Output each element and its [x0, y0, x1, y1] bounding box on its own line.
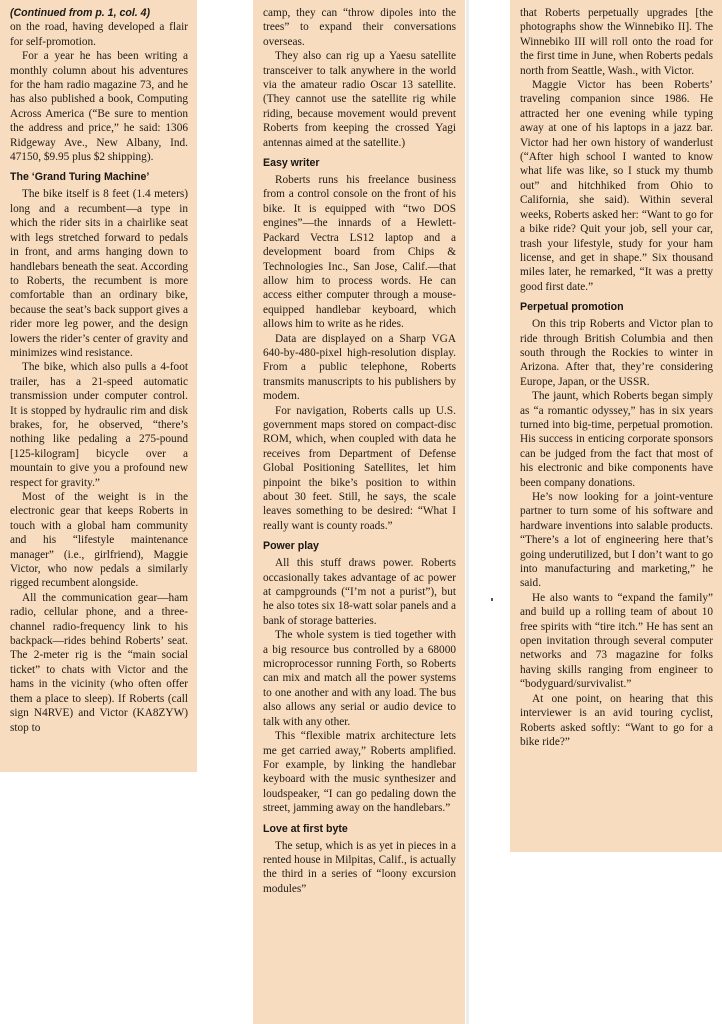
column-3 [510, 0, 722, 852]
paragraph: All this stuff draws power. Roberts occasionally takes advantage of ac power at campgrounds (“I’m not a purist”), but he also totes six 18-watt solar panels and a bank of storage batteries. [263, 557, 456, 627]
speck [491, 598, 493, 601]
paragraph: The bike itself is 8 feet (1.4 meters) long and a recumbent—a type in which the rider sits in a chairlike seat with legs stretched forward to pedals in front, and arms hanging down to handlebars beneath the seat. According to Roberts, the recumbent is more comfortable than an ordinary bike, because the seat’s back support gives a rider more leg power, and the design lowers the rider’s center of gravity and minimizes wind resistance. [10, 188, 188, 359]
paragraph: on the road, having developed a flair for self-promotion. [10, 21, 188, 48]
paragraph: The jaunt, which Roberts began simply as “a romantic odyssey,” has in six years turned into big-time, perpetual promotion. His success in enticing corporate sponsors can be judged from the fact that most of his electronic and bike components have been company donations. [520, 390, 713, 489]
subheading: Love at first byte [263, 822, 348, 835]
paragraph: He also wants to “expand the family” and build up a rolling team of about 10 free spirits with “tire itch.” He has sent an open invitation through several computer networks and 73 magazine for folks having skills ranging from engineer to “bodyguard/survivalist.” [520, 591, 713, 691]
paragraph: Data are displayed on a Sharp VGA 640-by-480-pixel high-resolution display. From a public telephone, Roberts transmits manuscripts to his publishers by modem. [263, 332, 456, 403]
paragraph: He’s now looking for a joint-venture partner to turn some of his software and hardware inventions into salable products. “There’s a lot of engineering here that’s going underutilized, but I don’t want to go into manufacturing and marketing,” he said. [520, 491, 713, 590]
paragraph: For a year he has been writing a monthly column about his adventures for the ham radio magazine 73, and he has also published a book, Computing Across America (“Be sure to mention the address and price,” he said: 1306 Ridgeway Ave., New Albany, Ind. 47150, $9.95 plus $2 shipping). [10, 50, 188, 164]
paragraph: On this trip Roberts and Victor plan to ride through British Columbia and then south through the Rockies to winter in Arizona. After that, they’re considering Europe, Japan, or the USSR. [520, 318, 713, 388]
paragraph: At one point, on hearing that this interviewer is an avid touring cyclist, Roberts asked softly: “Want to go for a bike ride?” [520, 692, 713, 748]
paragraph: The whole system is tied together with a big resource bus controlled by a 68000 microprocessor running Forth, so Roberts can mix and match all the power systems to one another and with any load. The bus also allows any serial or audio device to talk with any other. [263, 629, 456, 728]
paragraph: Roberts runs his freelance business from a control console on the front of his bike. It is equipped with “two DOS engines”—the innards of a Hewlett-Packard Vectra LS12 laptop and a development board from Chips & Technologies Inc., San Jose, Calif.—that allow him to process words. He can access either computer through a mouse-equipped handlebar keyboard, which allows him to write as he rides. [263, 174, 456, 331]
paragraph: All the communication gear—ham radio, cellular phone, and a three-channel radio-frequency link to his backpack—rides behind Roberts’ seat. The 2-meter rig is the “main social ticket” to chats with Victor and the hams in the vicinity (who often offer them a place to sleep). If Roberts (call sign N4RVE) and Victor (KA8ZYW) stop to [10, 591, 188, 734]
continuation-note: (Continued from p. 1, col. 4) [10, 7, 151, 19]
subheading: The ‘Grand Turing Machine’ [10, 171, 150, 184]
paragraph: This “flexible matrix architecture lets me get carried away,” Roberts amplified. For example, by linking the handlebar keyboard with the music synthesizer and loudspeaker, “I can go pedaling down the street, jamming away on the handlebars.” [263, 730, 456, 815]
paragraph: Most of the weight is in the electronic gear that keeps Roberts in touch with a global ham community and his “lifestyle maintenance manager” (i.e., girlfriend), Maggie Victor, who now pedals a similarly rigged recumbent alongside. [10, 491, 188, 590]
fold-line [466, 0, 469, 1024]
paragraph: that Roberts perpetually upgrades [the photographs show the Winnebiko II]. The Winnebiko III will roll onto the road for the first time in June, when Roberts pedals north from Seattle, Wash., with Victor. [520, 7, 713, 77]
column-1 [0, 0, 197, 772]
paragraph: Maggie Victor has been Roberts’ traveling companion since 1986. He attracted her one evening while typing away at one of his laptops in a jazz bar. Victor had her own history of wanderlust (“After high school I wanted to know what life was like, so I stuck my thumb out” and hitchhiked from Ohio to California, she said). Within several weeks, Roberts asked her: “Want to go for a bike ride? Quit your job, sell your car, trash your lifestyle, study for your ham license, and get in shape.” Six thousand miles later, he remarked, “It was a pretty good first date.” [520, 79, 713, 293]
paragraph: For navigation, Roberts calls up U.S. government maps stored on compact-disc ROM, which, when coupled with data he receives from Department of Defense Global Positioning Satellites, let him pinpoint the bike’s position to within about 30 feet. Still, he says, the scale leaves something to be desired: “What I really want is county roads.” [263, 404, 456, 532]
subheading: Easy writer [263, 157, 320, 170]
paragraph: They also can rig up a Yaesu satellite transceiver to talk anywhere in the world via the amateur radio Oscar 13 satellite. (They cannot use the satellite rig while riding, because movement would prevent Roberts from keeping the crossed Yagi antennas aimed at the satellite.) [263, 50, 456, 149]
paragraph: The setup, which is as yet in pieces in a rented house in Milpitas, Calif., is actually the third in a series of “loony excursion modules” [263, 839, 456, 895]
paragraph: The bike, which also pulls a 4-foot trailer, has a 21-speed automatic transmission under computer control. It is stopped by hydraulic rim and disk brakes, for, he observed, “there’s nothing like pedaling a 275-pound [125-kilogram] bicycle over a mountain to give you a profound new respect for gravity.” [10, 361, 188, 489]
column-2 [253, 0, 465, 1024]
subheading: Power play [263, 540, 319, 553]
subheading: Perpetual promotion [520, 301, 624, 314]
paragraph: camp, they can “throw dipoles into the trees” to expand their conversations overseas. [263, 7, 456, 48]
